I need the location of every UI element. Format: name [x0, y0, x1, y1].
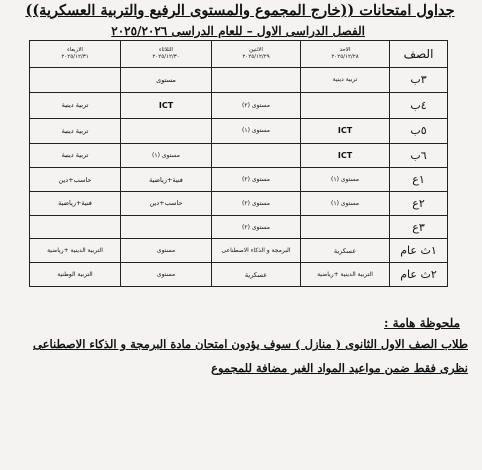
table-cell: التربية الوطنية — [30, 263, 121, 287]
table-cell — [212, 143, 301, 168]
table-cell: حاسب+دين — [30, 168, 121, 192]
table-cell: البرمجة و الذكاء الاصطناعى — [212, 239, 301, 263]
page-title: جداول امتحانات ((خارج المجموع والمستوى الرفيع والتربية العسكرية)) — [25, 2, 455, 19]
class-label: ١ع — [390, 168, 448, 192]
table-cell: مستوى — [121, 239, 212, 263]
table-cell: مستوى (٢) — [212, 192, 301, 216]
day-date: ٢٠٢٥/١٢/٢٩ — [242, 54, 270, 60]
class-label: ٣ب — [390, 68, 448, 93]
table-row — [30, 215, 448, 239]
class-label: ٥ب — [390, 118, 448, 143]
table-cell: مستوى (١) — [301, 192, 390, 216]
table-cell — [30, 215, 121, 239]
class-label: ٢ع — [390, 192, 448, 216]
day-name: الاحد — [339, 47, 351, 53]
table-cell — [30, 68, 121, 93]
day-date: ٢٠٢٥/١٢/٢٨ — [331, 54, 359, 60]
table-cell: عسكرية — [212, 263, 301, 287]
table-row — [30, 263, 448, 287]
table-cell: مستوى (١) — [301, 168, 390, 192]
table-row — [30, 192, 448, 216]
table-row — [30, 168, 448, 192]
day-header-tuesday — [121, 41, 212, 68]
day-name: الاثنين — [249, 47, 263, 53]
table-cell: تربية دينية — [30, 92, 121, 118]
table-cell — [212, 68, 301, 93]
table-cell: مستوى (٢) — [212, 92, 301, 118]
table-row — [30, 239, 448, 263]
class-label: ٤ب — [390, 92, 448, 118]
table-row — [30, 143, 448, 168]
table-row — [30, 68, 448, 93]
page-subtitle: الفصل الدراسى الاول – للعام الدراسى ٢٠٢٥/٢٠٢٦ — [111, 24, 365, 38]
table-cell: مستوى (٢) — [212, 215, 301, 239]
table-cell — [121, 118, 212, 143]
table-cell: التربية الدينية +رياضية — [301, 263, 390, 287]
table-cell: ICT — [121, 92, 212, 118]
table-cell: مستوى (١) — [212, 118, 301, 143]
exam-schedule-table — [29, 40, 448, 287]
table-cell: مستوى — [121, 68, 212, 93]
table-cell: فنية+رياضية — [30, 192, 121, 216]
table-row — [30, 118, 448, 143]
day-date: ٢٠٢٥/١٢/٣٠ — [152, 54, 180, 60]
day-name: الاربعاء — [67, 47, 83, 53]
table-cell: مستوى — [121, 263, 212, 287]
note-line-2: نظرى فقط ضمن مواعيد المواد الغير مضافة للمجموع — [211, 361, 468, 375]
table-cell: تربية دينية — [30, 143, 121, 168]
table-cell — [121, 215, 212, 239]
day-header-wednesday — [30, 41, 121, 68]
day-header-sunday — [301, 41, 390, 68]
table-cell: ICT — [301, 118, 390, 143]
class-label: ٢ث عام — [390, 263, 448, 287]
day-date: ٢٠٢٥/١٢/٣١ — [61, 54, 89, 60]
table-cell — [301, 215, 390, 239]
table-cell — [301, 92, 390, 118]
table-cell: ICT — [301, 143, 390, 168]
note-title: ملحوظة هامة : — [384, 316, 460, 330]
class-label: ٦ب — [390, 143, 448, 168]
table-cell: تربية دينية — [301, 68, 390, 93]
table-cell: مستوى (١) — [121, 143, 212, 168]
day-header-monday — [212, 41, 301, 68]
table-cell: التربية الدينية +رياضية — [30, 239, 121, 263]
table-cell: حاسب+دين — [121, 192, 212, 216]
day-name: الثلاثاء — [159, 47, 173, 53]
table-cell: مستوى (٢) — [212, 168, 301, 192]
table-cell: عسكرية — [301, 239, 390, 263]
class-label: ٣ع — [390, 215, 448, 239]
class-column-header: الصف — [390, 41, 448, 68]
table-header-row — [30, 41, 448, 68]
class-label: ١ث عام — [390, 239, 448, 263]
table-cell: تربية دينية — [30, 118, 121, 143]
table-cell: فنية+رياضية — [121, 168, 212, 192]
note-line-1: طلاب الصف الاول الثانوى ( منازل ) سوف يؤدون امتحان مادة البرمجة و الذكاء الاصطناعى — [33, 337, 468, 351]
table-row — [30, 92, 448, 118]
